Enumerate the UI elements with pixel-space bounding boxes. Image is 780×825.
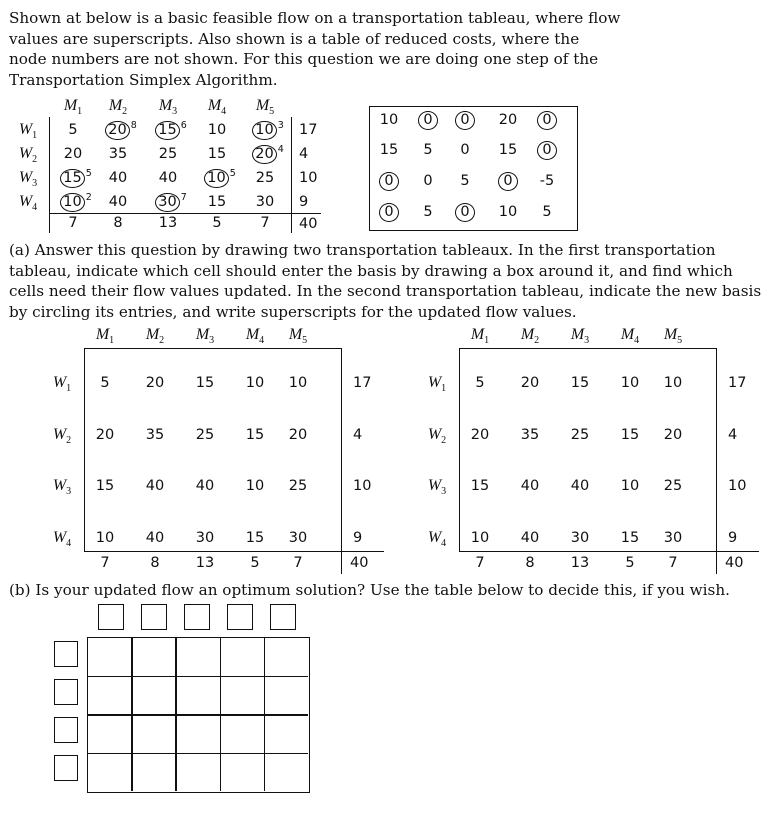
- answer-supply: 17: [728, 375, 747, 391]
- cost-value: 15: [207, 194, 227, 210]
- supply-box: [54, 755, 78, 781]
- tableau-hline-bottom: [49, 213, 321, 214]
- answer-cell: 15: [620, 530, 640, 546]
- answer-cell: 15: [95, 478, 115, 494]
- rc-value: 10: [379, 112, 399, 128]
- column-header: $M_2$: [108, 97, 128, 118]
- answer-supply: 9: [353, 530, 363, 546]
- grid-hline: [87, 753, 308, 755]
- cost-value: 20: [63, 146, 83, 162]
- tableau-cell: [241, 145, 295, 165]
- tableau-cell: [241, 193, 289, 212]
- answer-cell: 10: [245, 375, 265, 391]
- answer-cell: 30: [570, 530, 590, 546]
- rc-cell: [529, 203, 565, 222]
- rc-value: 5: [423, 142, 433, 158]
- answer-cell: 10: [245, 478, 265, 494]
- demand-value: 8: [113, 215, 123, 231]
- rc-value: 0: [460, 142, 470, 158]
- flow-value: 6: [180, 120, 187, 131]
- cost-value: 10: [204, 169, 228, 188]
- answer-cell: 25: [570, 427, 590, 443]
- cost-value: 15: [60, 169, 84, 188]
- answer-cell: 15: [570, 375, 590, 391]
- answer-cell: 40: [145, 530, 165, 546]
- answer-cell: 30: [195, 530, 215, 546]
- cost-value: 40: [158, 170, 178, 186]
- cost-value: 40: [108, 194, 128, 210]
- rc-cell: [410, 141, 446, 160]
- column-header: $M_2$: [145, 326, 165, 347]
- answer-cell: 30: [288, 530, 308, 546]
- rc-cell: [490, 172, 526, 191]
- answer-cell: 20: [663, 427, 683, 443]
- answer-demand: 13: [570, 555, 590, 571]
- column-header: $M_3$: [570, 326, 590, 347]
- answer-cell: 20: [95, 427, 115, 443]
- answer-hline-demand: [84, 551, 384, 552]
- answer-cell: 20: [470, 427, 490, 443]
- rc-value: 0: [537, 111, 557, 130]
- cost-value: 35: [108, 146, 128, 162]
- rc-cell: [371, 141, 407, 160]
- demand-value: 13: [158, 215, 178, 231]
- row-header: $W_2$: [427, 426, 447, 447]
- row-header: $W_1$: [427, 374, 447, 395]
- answer-demand: 5: [625, 555, 635, 571]
- row-header: $W_1$: [52, 374, 72, 395]
- answer-cell: 10: [620, 375, 640, 391]
- supply-box: [54, 641, 78, 667]
- answer-demand: 8: [150, 555, 160, 571]
- demand-value: 5: [212, 215, 222, 231]
- cost-value: 15: [155, 121, 179, 140]
- cost-value: 15: [207, 146, 227, 162]
- demand-box: [141, 604, 167, 630]
- answer-demand: 5: [250, 555, 260, 571]
- flow-value: 5: [85, 168, 92, 179]
- answer-cell: 40: [570, 478, 590, 494]
- answer-supply: 17: [353, 375, 372, 391]
- cost-value: 10: [252, 121, 276, 140]
- demand-value: 7: [260, 215, 270, 231]
- supply-value: 4: [299, 146, 309, 162]
- tableau-cell: [49, 145, 97, 164]
- column-header: $M_3$: [158, 97, 178, 118]
- row-header: $W_3$: [18, 169, 38, 190]
- answer-cell: 25: [288, 478, 308, 494]
- column-header: $M_1$: [95, 326, 115, 347]
- row-header: $W_2$: [18, 145, 38, 166]
- cost-value: 25: [255, 170, 275, 186]
- cost-value: 25: [158, 146, 178, 162]
- flow-value: 8: [130, 120, 137, 131]
- answer-cell: 10: [288, 375, 308, 391]
- rc-value: 5: [542, 204, 552, 220]
- answer-vline-supply: [341, 348, 342, 574]
- cost-value: 20: [105, 121, 129, 140]
- answer-demand: 7: [668, 555, 678, 571]
- cost-value: 20: [252, 145, 276, 164]
- demand-value: 7: [68, 215, 78, 231]
- rc-value: 15: [498, 142, 518, 158]
- answer-cell: 40: [520, 478, 540, 494]
- tableau-cell: [144, 193, 198, 213]
- answer-cell: 5: [475, 375, 485, 391]
- rc-cell: [447, 111, 483, 130]
- answer-cell: 5: [100, 375, 110, 391]
- column-header: $M_4$: [207, 97, 227, 118]
- rc-value: 0: [455, 203, 475, 222]
- column-header: $M_1$: [63, 97, 83, 118]
- rc-value: 0: [418, 111, 438, 130]
- answer-supply: 4: [728, 427, 738, 443]
- rc-value: 10: [498, 204, 518, 220]
- tableau-cell: [193, 145, 241, 164]
- grid-hline: [87, 714, 308, 716]
- column-header: $M_4$: [620, 326, 640, 347]
- answer-demand: 8: [525, 555, 535, 571]
- rc-value: 0: [423, 173, 433, 189]
- rc-cell: [529, 172, 565, 191]
- answer-demand: 7: [100, 555, 110, 571]
- supply-value: 9: [299, 194, 309, 210]
- rc-cell: [447, 203, 483, 222]
- rc-cell: [410, 203, 446, 222]
- rc-cell: [371, 172, 407, 191]
- answer-cell: 10: [620, 478, 640, 494]
- tableau-cell: [241, 169, 289, 188]
- answer-cell: 25: [663, 478, 683, 494]
- tableau-cell: [144, 169, 192, 188]
- answer-cell: 20: [520, 375, 540, 391]
- column-header: $M_5$: [663, 326, 683, 347]
- answer-total: 40: [725, 555, 744, 571]
- answer-cell: 35: [145, 427, 165, 443]
- answer-cell: 30: [663, 530, 683, 546]
- cost-value: 30: [255, 194, 275, 210]
- tableau-cell: [193, 169, 247, 189]
- flow-value: 4: [277, 144, 284, 155]
- rc-value: 5: [423, 204, 433, 220]
- flow-value: 2: [85, 192, 92, 203]
- answer-cell: 25: [195, 427, 215, 443]
- rc-cell: [529, 111, 565, 130]
- cost-value: 40: [108, 170, 128, 186]
- rc-cell: [371, 111, 407, 130]
- tableau-cell: [193, 121, 241, 140]
- tableau-cell: [94, 145, 142, 164]
- tableau-cell: [144, 145, 192, 164]
- answer-cell: 15: [195, 375, 215, 391]
- answer-supply: 10: [353, 478, 372, 494]
- answer-cell: 10: [95, 530, 115, 546]
- row-header: $W_4$: [427, 529, 447, 550]
- row-header: $W_2$: [52, 426, 72, 447]
- answer-supply: 9: [728, 530, 738, 546]
- answer-cell: 35: [520, 427, 540, 443]
- rc-cell: [410, 111, 446, 130]
- answer-cell: 10: [663, 375, 683, 391]
- answer-hline-demand: [459, 551, 759, 552]
- row-header: $W_3$: [52, 477, 72, 498]
- answer-cell: 15: [245, 530, 265, 546]
- rc-value: 20: [498, 112, 518, 128]
- flow-value: 5: [229, 168, 236, 179]
- grid-hline: [87, 676, 308, 678]
- rc-value: 5: [460, 173, 470, 189]
- tableau-cell: [94, 193, 142, 212]
- supply-box: [54, 717, 78, 743]
- answer-cell: 40: [520, 530, 540, 546]
- answer-demand: 7: [475, 555, 485, 571]
- rc-cell: [447, 172, 483, 191]
- flow-value: 7: [180, 192, 187, 203]
- cost-value: 10: [207, 122, 227, 138]
- column-header: $M_4$: [245, 326, 265, 347]
- answer-demand: 7: [293, 555, 303, 571]
- tableau-cell: [94, 169, 142, 188]
- column-header: $M_3$: [195, 326, 215, 347]
- rc-value: 0: [537, 141, 557, 160]
- rc-cell: [529, 141, 565, 160]
- demand-box: [227, 604, 253, 630]
- answer-supply: 10: [728, 478, 747, 494]
- column-header: $M_1$: [470, 326, 490, 347]
- column-header: $M_2$: [520, 326, 540, 347]
- cost-value: 30: [155, 193, 179, 212]
- tableau-cell: [144, 121, 198, 141]
- cost-value: 5: [68, 122, 78, 138]
- column-header: $M_5$: [288, 326, 308, 347]
- demand-box: [270, 604, 296, 630]
- tableau-cell: [193, 193, 241, 212]
- answer-demand: 13: [195, 555, 215, 571]
- supply-value: 10: [299, 170, 318, 186]
- rc-value: -5: [539, 173, 555, 189]
- answer-cell: 40: [145, 478, 165, 494]
- question-b: (b) Is your updated flow an optimum solution? Use the table below to decide this, if you wish.: [9, 581, 730, 599]
- answer-vline-supply: [716, 348, 717, 574]
- answer-cell: 15: [620, 427, 640, 443]
- tableau-cell: [94, 121, 148, 141]
- row-header: $W_4$: [18, 193, 38, 214]
- answer-cell: 10: [470, 530, 490, 546]
- rc-cell: [490, 111, 526, 130]
- rc-value: 0: [379, 172, 399, 191]
- answer-cell: 20: [288, 427, 308, 443]
- total-value: 40: [299, 216, 318, 232]
- answer-total: 40: [350, 555, 369, 571]
- answer-cell: 40: [195, 478, 215, 494]
- tableau-cell: [49, 121, 97, 140]
- row-header: $W_3$: [427, 477, 447, 498]
- intro-text: Shown at below is a basic feasible flow on a transportation tableau, where flow values are superscripts. Also shown is a table of reduced costs, where the node numbers are not shown. For this question we are doing one step of the Transportation Simplex Algorithm.: [9, 9, 621, 89]
- answer-cell: 15: [470, 478, 490, 494]
- answer-supply: 4: [353, 427, 363, 443]
- cost-value: 10: [60, 193, 84, 212]
- answer-cell: 15: [245, 427, 265, 443]
- tableau-cell: [241, 121, 295, 141]
- demand-box: [98, 604, 124, 630]
- question-a: (a) Answer this question by drawing two transportation tableaux. In the first transportation tableau, indicate which cell should enter the basis by drawing a box around it, and find which cells need their flow values updated. In the second transportation tableau, indicate the new basis by circling its entries, and write superscripts for the updated flow values.: [9, 241, 762, 321]
- answer-cell: 20: [145, 375, 165, 391]
- rc-cell: [371, 203, 407, 222]
- rc-value: 0: [498, 172, 518, 191]
- rc-cell: [490, 141, 526, 160]
- flow-value: 3: [277, 120, 284, 131]
- row-header: $W_4$: [52, 529, 72, 550]
- rc-cell: [447, 141, 483, 160]
- demand-box: [184, 604, 210, 630]
- rc-cell: [410, 172, 446, 191]
- rc-value: 15: [379, 142, 399, 158]
- supply-box: [54, 679, 78, 705]
- row-header: $W_1$: [18, 121, 38, 142]
- rc-value: 0: [379, 203, 399, 222]
- rc-value: 0: [455, 111, 475, 130]
- column-header: $M_5$: [255, 97, 275, 118]
- supply-value: 17: [299, 122, 318, 138]
- rc-cell: [490, 203, 526, 222]
